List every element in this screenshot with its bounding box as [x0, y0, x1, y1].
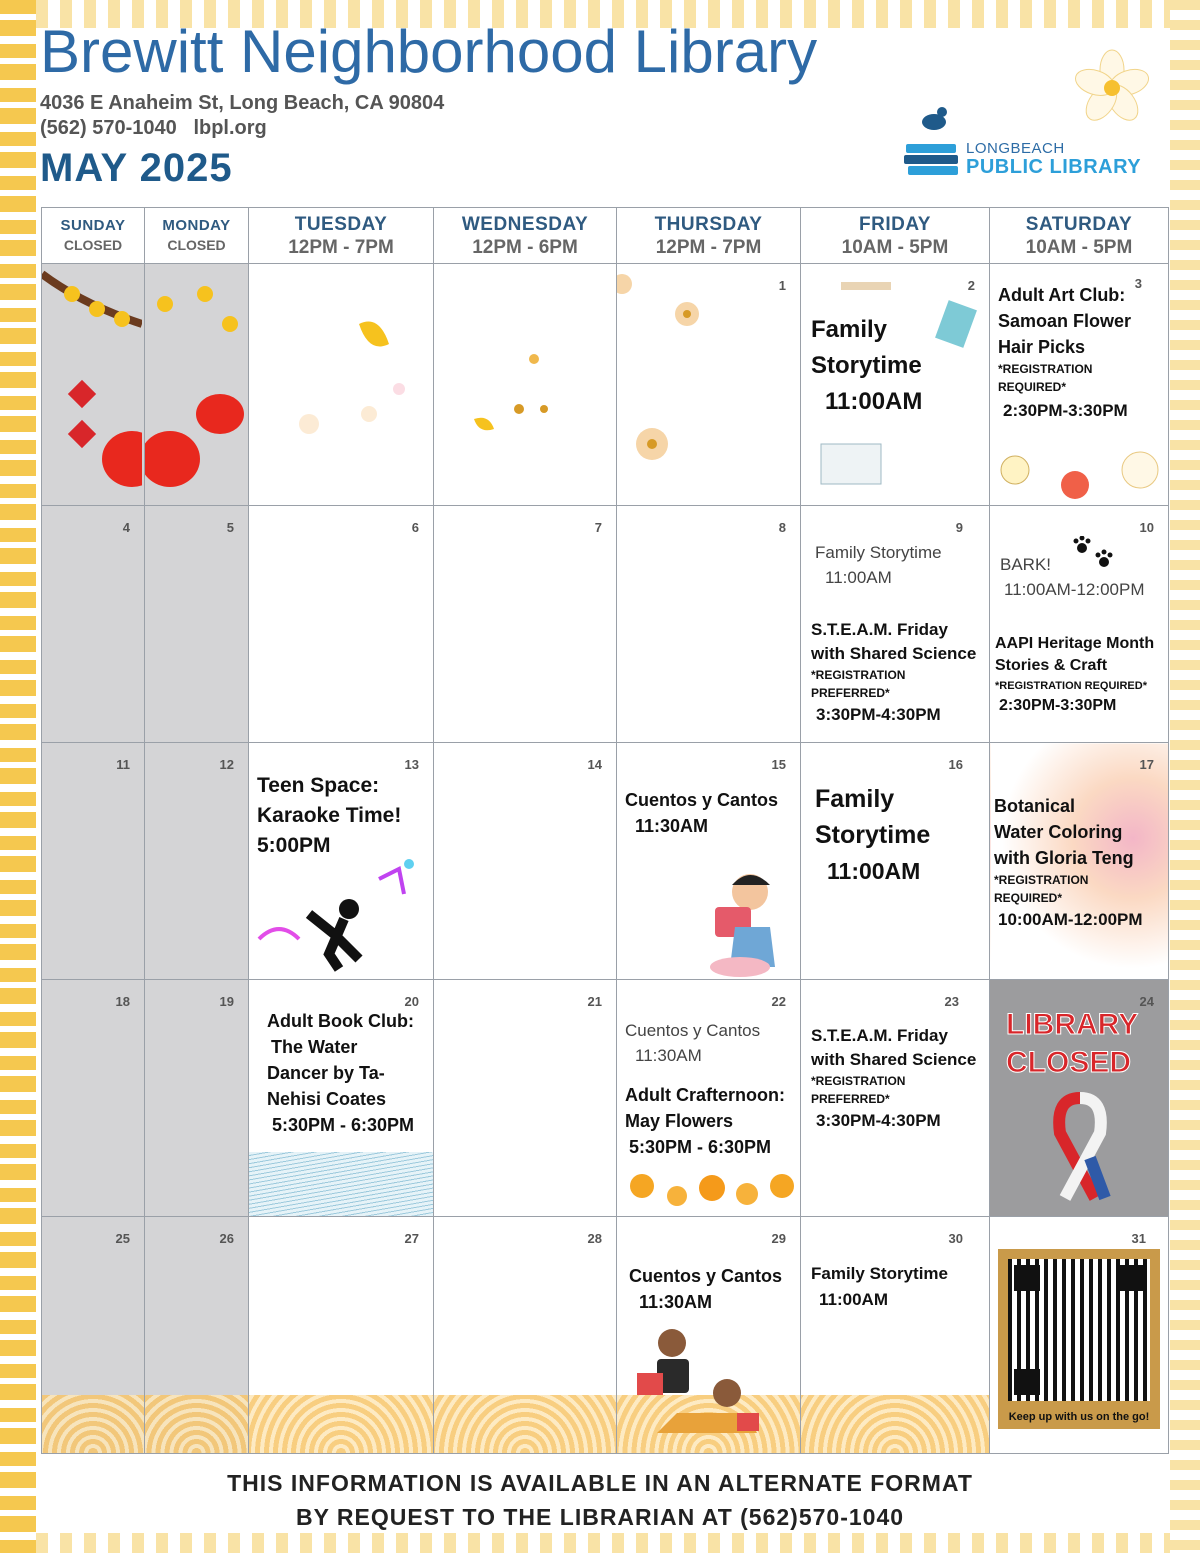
date-number: 28	[587, 1231, 602, 1246]
event-title: Family Storytime	[815, 543, 942, 562]
date-number: 15	[771, 757, 786, 772]
event-title-line: Adult Art Club:	[998, 285, 1126, 305]
wave-pattern-decoration	[145, 1395, 248, 1453]
wave-pattern-decoration	[801, 1395, 989, 1453]
day-cell-24	[990, 980, 1169, 1217]
day-cell-empty	[145, 264, 249, 506]
day-cell-28	[434, 1217, 617, 1454]
bottom-border-decoration	[36, 1533, 1170, 1553]
event-title-line: Samoan Flower	[998, 311, 1132, 331]
wave-pattern-decoration	[434, 1395, 616, 1453]
date-number: 9	[955, 520, 963, 535]
event-title-line: Hair Picks	[998, 337, 1086, 357]
day-cell-30	[801, 1217, 990, 1454]
logo-line1: LONGBEACH	[966, 140, 1065, 157]
event-title-line: Water Coloring	[994, 822, 1123, 842]
date-number: 14	[587, 757, 602, 772]
date-number: 24	[1139, 994, 1154, 1009]
event-time: 2:30PM-3:30PM	[999, 697, 1117, 714]
memorial-ribbon-icon	[1045, 1088, 1115, 1203]
date-number: 30	[948, 1231, 963, 1246]
registration-note: *REGISTRATION	[994, 873, 1089, 887]
day-cell-empty	[249, 264, 434, 506]
registration-note: REQUIRED*	[998, 380, 1067, 394]
date-number: 2	[967, 278, 975, 293]
date-number: 3	[1134, 276, 1142, 291]
blossom-branch-icon	[42, 264, 142, 500]
event-time: 2:30PM-3:30PM	[1003, 401, 1128, 420]
weekday-header-row	[42, 208, 1169, 264]
lbpl-logo[interactable]	[900, 100, 1160, 190]
day-cell-9	[801, 506, 990, 743]
event-title: Cuentos y Cantos	[629, 1266, 783, 1286]
day-cell-11	[42, 743, 145, 980]
day-cell-22	[617, 980, 801, 1217]
child-reading-icon	[700, 867, 790, 977]
event-title-line: Family	[811, 316, 888, 343]
day-cell-16	[801, 743, 990, 980]
day-cell-20	[249, 980, 434, 1217]
library-closed-line: CLOSED	[1006, 1046, 1132, 1079]
date-number: 18	[115, 994, 130, 1009]
event-title-line: Adult Crafternoon:	[625, 1085, 785, 1105]
tropical-flowers-icon	[990, 435, 1168, 505]
date-number: 22	[771, 994, 786, 1009]
registration-note: *REGISTRATION	[811, 668, 906, 682]
day-cell-15	[617, 743, 801, 980]
day-cell-18	[42, 980, 145, 1217]
day-cell-empty	[42, 264, 145, 506]
event-time: 11:00AM-12:00PM	[1004, 580, 1145, 599]
lantern-icon	[145, 264, 245, 500]
event-title-line: AAPI Heritage Month	[995, 635, 1155, 652]
header-friday: FRIDAY 10AM - 5PM	[801, 208, 990, 264]
day-cell-8	[617, 506, 801, 743]
date-number: 13	[404, 757, 419, 772]
date-number: 10	[1139, 520, 1154, 535]
qr-code-icon	[1008, 1259, 1150, 1401]
date-number: 21	[587, 994, 602, 1009]
qr-caption: Keep up with us on the go!	[1008, 1411, 1150, 1423]
day-cell-12	[145, 743, 249, 980]
date-number: 20	[404, 994, 419, 1009]
event-title-line: Storytime	[811, 352, 922, 379]
event-title-line: S.T.E.A.M. Friday	[811, 1026, 948, 1045]
header-sunday: SUNDAY CLOSED	[42, 208, 145, 264]
event-time: 5:00PM	[257, 834, 331, 857]
event-title-line: Adult Book Club:	[267, 1011, 414, 1031]
day-cell-17	[990, 743, 1169, 980]
week-row	[42, 1217, 1169, 1454]
day-cell-27	[249, 1217, 434, 1454]
date-number: 7	[594, 520, 602, 535]
registration-note: PREFERRED*	[811, 686, 890, 700]
event-time: 11:00AM	[825, 568, 892, 587]
footer-line-1: THIS INFORMATION IS AVAILABLE IN AN ALTERNATE FORMAT	[227, 1470, 973, 1496]
event-title-line: with Shared Science	[811, 1050, 977, 1069]
event-title-line: Teen Space:	[257, 774, 380, 797]
date-number: 23	[944, 994, 959, 1009]
event-title-line: The Water	[271, 1037, 358, 1057]
event-time: 5:30PM - 6:30PM	[272, 1115, 415, 1135]
date-number: 6	[411, 520, 419, 535]
calendar-grid	[41, 207, 1169, 1454]
day-cell-6	[249, 506, 434, 743]
children-reading-icon	[617, 1323, 767, 1453]
day-cell-19	[145, 980, 249, 1217]
wave-pattern-decoration	[249, 1395, 433, 1453]
event-time: 5:30PM - 6:30PM	[629, 1137, 772, 1157]
date-number: 31	[1131, 1231, 1146, 1246]
day-cell-empty	[434, 264, 617, 506]
poppy-flowers-icon	[617, 1166, 801, 1216]
right-border-decoration	[1170, 0, 1200, 1553]
event-title: Family Storytime	[811, 1264, 948, 1283]
library-closed-line: LIBRARY	[1006, 1008, 1139, 1041]
library-phone-web: (562) 570-1040 lbpl.org	[40, 117, 267, 139]
date-number: 29	[771, 1231, 786, 1246]
library-title: Brewitt Neighborhood Library	[40, 18, 818, 85]
event-title-line: with Shared Science	[811, 644, 977, 663]
logo-line2: PUBLIC LIBRARY	[966, 156, 1142, 178]
water-waves-decoration	[249, 1152, 433, 1216]
day-cell-13	[249, 743, 434, 980]
day-cell-1	[617, 264, 801, 506]
date-number: 19	[219, 994, 234, 1009]
event-title-line: May Flowers	[625, 1111, 734, 1131]
event-time: 3:30PM-4:30PM	[816, 705, 941, 724]
date-number: 17	[1139, 757, 1154, 772]
month-title: MAY 2025	[40, 146, 233, 190]
event-time: 10:00AM-12:00PM	[998, 910, 1143, 929]
header-wednesday: WEDNESDAY 12PM - 6PM	[434, 208, 617, 264]
registration-note: *REGISTRATION	[811, 1074, 906, 1088]
date-number: 8	[778, 520, 786, 535]
event-title: Cuentos y Cantos	[625, 1021, 761, 1040]
event-title-line: Nehisi Coates	[267, 1089, 387, 1109]
registration-note: REQUIRED*	[994, 891, 1063, 905]
event-title-line: Storytime	[815, 821, 931, 849]
registration-note: *REGISTRATION	[998, 362, 1093, 376]
week-row	[42, 264, 1169, 506]
date-number: 12	[219, 757, 234, 772]
day-cell-10	[990, 506, 1169, 743]
day-cell-5	[145, 506, 249, 743]
qr-code-card[interactable]	[998, 1249, 1160, 1429]
wave-pattern-decoration	[42, 1395, 144, 1453]
header-monday: MONDAY CLOSED	[145, 208, 249, 264]
date-number: 25	[115, 1231, 130, 1246]
event-title-line: Botanical	[994, 796, 1076, 816]
event-time: 11:00AM	[819, 1290, 888, 1309]
day-cell-3	[990, 264, 1169, 506]
day-cell-2	[801, 264, 990, 506]
day-cell-14	[434, 743, 617, 980]
event-title-line: Karaoke Time!	[257, 804, 402, 827]
day-cell-31	[990, 1217, 1169, 1454]
event-time: 3:30PM-4:30PM	[816, 1111, 941, 1130]
registration-note: *REGISTRATION REQUIRED*	[995, 680, 1147, 692]
day-cell-26	[145, 1217, 249, 1454]
header-thursday: THURSDAY 12PM - 7PM	[617, 208, 801, 264]
event-title-line: Stories & Craft	[995, 657, 1108, 674]
footer-line-2: BY REQUEST TO THE LIBRARIAN AT (562)570-1040	[295, 1504, 905, 1530]
seagull-books-icon	[900, 100, 964, 184]
day-cell-21	[434, 980, 617, 1217]
event-time: 11:30AM	[635, 816, 709, 836]
date-number: 16	[948, 757, 963, 772]
day-cell-7	[434, 506, 617, 743]
week-row	[42, 980, 1169, 1217]
date-number: 27	[404, 1231, 419, 1246]
header-tuesday: TUESDAY 12PM - 7PM	[249, 208, 434, 264]
paw-prints-icon	[1072, 536, 1116, 570]
day-cell-29	[617, 1217, 801, 1454]
petals-decoration-icon	[249, 264, 429, 500]
date-number: 1	[778, 278, 786, 293]
event-title-line: Dancer by Ta-	[267, 1063, 385, 1083]
event-time: 11:30AM	[639, 1292, 713, 1312]
header-saturday: SATURDAY 10AM - 5PM	[990, 208, 1169, 264]
library-address: 4036 E Anaheim St, Long Beach, CA 90804	[40, 92, 445, 114]
event-title: BARK!	[1000, 555, 1052, 574]
day-cell-4	[42, 506, 145, 743]
registration-note: PREFERRED*	[811, 1092, 890, 1106]
date-number: 5	[226, 520, 234, 535]
day-cell-25	[42, 1217, 145, 1454]
event-title-line: S.T.E.A.M. Friday	[811, 620, 948, 639]
event-time: 11:00AM	[825, 388, 923, 415]
event-title: Cuentos y Cantos	[625, 790, 779, 810]
week-row	[42, 506, 1169, 743]
date-number: 11	[116, 757, 130, 772]
week-row	[42, 743, 1169, 980]
date-number: 4	[122, 520, 130, 535]
petals-decoration-icon	[434, 264, 614, 500]
event-time: 11:00AM	[827, 858, 921, 884]
left-border-decoration	[0, 0, 36, 1553]
karaoke-singer-icon	[249, 839, 429, 979]
date-number: 26	[219, 1231, 234, 1246]
day-cell-23	[801, 980, 990, 1217]
event-title-line: with Gloria Teng	[994, 848, 1134, 868]
daisy-flowers-icon	[617, 264, 797, 500]
event-title-line: Family	[815, 785, 895, 813]
event-time: 11:30AM	[635, 1046, 702, 1065]
